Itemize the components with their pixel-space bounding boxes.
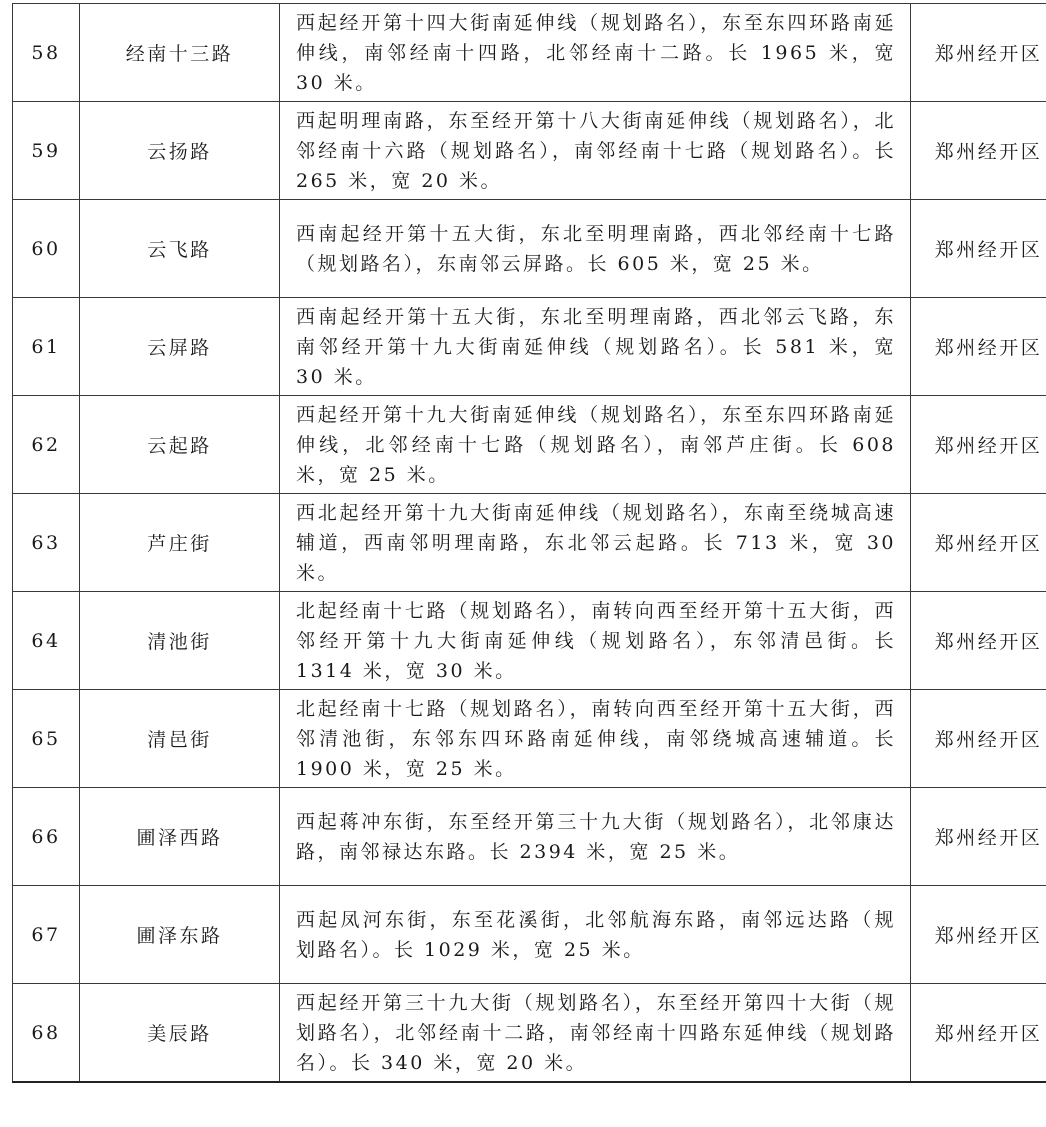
road-description: 西起明理南路，东至经开第十八大街南延伸线（规划路名），北邻经南十六路（规划路名），南邻经南十七路（规划路名）。长 265 米，宽 20 米。 [280, 102, 911, 200]
road-description: 西起蒋冲东街，东至经开第三十九大街（规划路名），北邻康达路，南邻禄达东路。长 2394 米，宽 25 米。 [280, 788, 911, 886]
road-description: 西南起经开第十五大街，东北至明理南路，西北邻经南十七路（规划路名），东南邻云屏路。长 605 米，宽 25 米。 [280, 200, 911, 298]
table-row [13, 984, 1046, 1083]
row-number: 63 [13, 494, 80, 592]
row-number: 65 [13, 690, 80, 788]
road-description: 北起经南十七路（规划路名），南转向西至经开第十五大街，西邻经开第十九大街南延伸线（规划路名），东邻清邑街。长 1314 米，宽 30 米。 [280, 592, 911, 690]
road-name: 云屏路 [80, 298, 280, 396]
row-number: 66 [13, 788, 80, 886]
table-row [13, 102, 1046, 200]
district-name: 郑州经开区 [911, 690, 1046, 788]
road-name: 圃泽东路 [80, 886, 280, 984]
road-description: 西北起经开第十九大街南延伸线（规划路名），东南至绕城高速辅道，西南邻明理南路，东北邻云起路。长 713 米，宽 30 米。 [280, 494, 911, 592]
road-table-body [13, 4, 1046, 1083]
district-name: 郑州经开区 [911, 984, 1046, 1083]
district-name: 郑州经开区 [911, 886, 1046, 984]
road-name: 云扬路 [80, 102, 280, 200]
table-row [13, 886, 1046, 984]
table-row [13, 788, 1046, 886]
district-name: 郑州经开区 [911, 788, 1046, 886]
district-name: 郑州经开区 [911, 592, 1046, 690]
row-number: 61 [13, 298, 80, 396]
road-description: 西起凤河东街，东至花溪街，北邻航海东路，南邻远达路（规划路名）。长 1029 米，宽 25 米。 [280, 886, 911, 984]
table-row [13, 592, 1046, 690]
road-name: 清池街 [80, 592, 280, 690]
road-name: 清邑街 [80, 690, 280, 788]
road-name: 云飞路 [80, 200, 280, 298]
road-name: 芦庄街 [80, 494, 280, 592]
row-number: 60 [13, 200, 80, 298]
road-description: 西起经开第十四大街南延伸线（规划路名），东至东四环路南延伸线，南邻经南十四路，北邻经南十二路。长 1965 米，宽 30 米。 [280, 4, 911, 102]
table-row [13, 690, 1046, 788]
row-number: 62 [13, 396, 80, 494]
road-name: 美辰路 [80, 984, 280, 1083]
district-name: 郑州经开区 [911, 200, 1046, 298]
road-description: 西起经开第三十九大街（规划路名），东至经开第四十大街（规划路名），北邻经南十二路，南邻经南十四路东延伸线（规划路名）。长 340 米，宽 20 米。 [280, 984, 911, 1083]
district-name: 郑州经开区 [911, 298, 1046, 396]
district-name: 郑州经开区 [911, 4, 1046, 102]
district-name: 郑州经开区 [911, 396, 1046, 494]
row-number: 59 [13, 102, 80, 200]
document-page [12, 3, 1043, 1083]
row-number: 64 [13, 592, 80, 690]
table-row [13, 396, 1046, 494]
road-description: 西南起经开第十五大街，东北至明理南路，西北邻云飞路，东南邻经开第十九大街南延伸线（规划路名）。长 581 米，宽 30 米。 [280, 298, 911, 396]
district-name: 郑州经开区 [911, 494, 1046, 592]
table-row [13, 200, 1046, 298]
road-description: 西起经开第十九大街南延伸线（规划路名），东至东四环路南延伸线，北邻经南十七路（规划路名），南邻芦庄街。长 608 米，宽 25 米。 [280, 396, 911, 494]
road-name: 经南十三路 [80, 4, 280, 102]
row-number: 68 [13, 984, 80, 1083]
row-number: 67 [13, 886, 80, 984]
row-number: 58 [13, 4, 80, 102]
table-row [13, 298, 1046, 396]
road-name: 圃泽西路 [80, 788, 280, 886]
table-row [13, 494, 1046, 592]
district-name: 郑州经开区 [911, 102, 1046, 200]
road-naming-table [12, 3, 1046, 1083]
table-row [13, 4, 1046, 102]
road-name: 云起路 [80, 396, 280, 494]
road-description: 北起经南十七路（规划路名），南转向西至经开第十五大街，西邻清池街，东邻东四环路南延伸线，南邻绕城高速辅道。长 1900 米，宽 25 米。 [280, 690, 911, 788]
